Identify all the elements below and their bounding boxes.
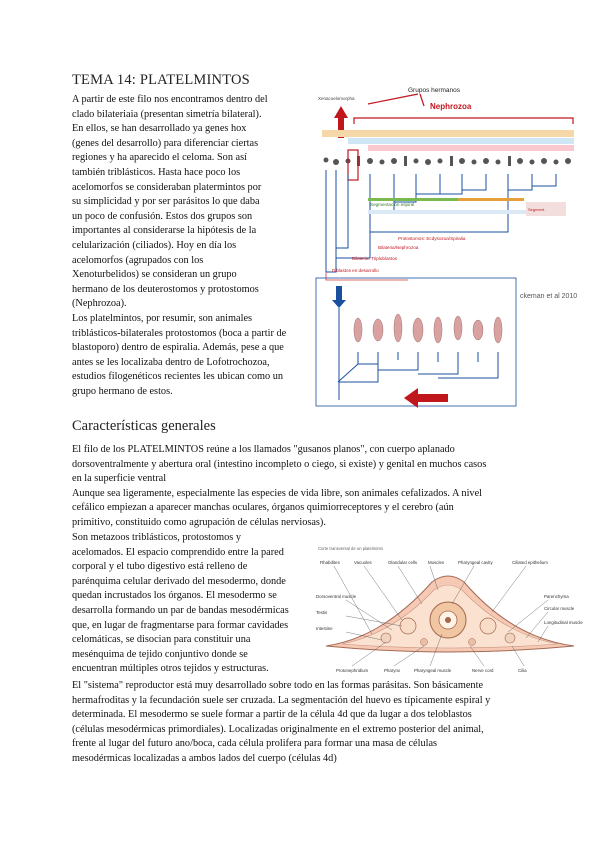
text-line: (Nephrozoa). xyxy=(72,298,127,310)
section-title: Características generales xyxy=(72,418,216,434)
label-groups: Grupos hermanos xyxy=(408,87,461,94)
text-line: blastoporo) dentro de espiralia. Además, pese a que xyxy=(72,342,284,354)
cross-section-svg xyxy=(312,542,584,682)
text-line: Los platelmintos, por resumir, son animales xyxy=(72,312,253,324)
page-title: TEMA 14: PLATELMINTOS xyxy=(72,72,250,88)
label-right-0: Parenchyma xyxy=(544,594,569,599)
text-line: celomáticas, se disocian para constituir una xyxy=(72,634,251,646)
label-top-2: Glandular cells xyxy=(388,560,418,565)
label-top-3: Muscles xyxy=(428,560,445,565)
text-line: encuentran múltiples otros tejidos y estructuras. xyxy=(72,663,269,675)
label-left-2: Intestine xyxy=(316,626,333,631)
general-paragraph xyxy=(72,443,592,531)
text-line: (células mesodérmicas primordiales). Localizadas originalmente en el extremo posterior del animal, xyxy=(72,723,484,735)
text-line: mesodérmicas localizadas a ambos lados del cuerpo (células 4d) xyxy=(72,752,337,764)
text-line: hermafroditas y la fecundación suele ser cruzada. La segmentación del huevo es típicamente espiral y xyxy=(72,694,491,706)
text-line: Son metazoos triblásticos, protostomos y xyxy=(72,532,242,543)
figure-citation: ckeman et al 2010 xyxy=(520,293,578,300)
label-left-1: Testis xyxy=(316,610,328,615)
label-bottom-1: Pharynx xyxy=(384,668,401,673)
text-line: importantes al considerarse la hipótesis de la xyxy=(72,225,257,237)
label-diblastos: Diblastos en desarrollo xyxy=(332,268,379,273)
text-line: El "sistema" reproductor está muy desarrollado sobre todo en las formas parásitas. Son básicamente xyxy=(72,680,484,691)
text-line: grupo hermano de estos. xyxy=(72,385,173,397)
label-top-1: Vacuoles xyxy=(354,560,372,565)
phylogeny-svg xyxy=(308,82,582,410)
figure-caption: Corte transversal de un platelminto xyxy=(318,546,383,551)
label-segmented: Segment. xyxy=(528,207,546,212)
text-line: estudios filogenéticos recientes les ubican como un xyxy=(72,371,284,383)
text-line: desarrolla formando un par de bandas mesodérmicas xyxy=(72,604,289,616)
text-line: frente al lugar del futuro ano/boca, cada célula prolifera para formar una masa de células xyxy=(72,738,438,750)
text-line: su simplicidad y por ser parásitos lo que daba xyxy=(72,196,260,208)
text-line: que, en lugar de fragmentarse para formar cavidades xyxy=(72,619,289,631)
intro-paragraph xyxy=(72,93,312,399)
label-top-4: Pharyngeal cavity xyxy=(458,560,493,565)
reproduction-paragraph xyxy=(72,679,592,767)
text-line: dorsoventralmente y abertura oral (intestino incompleto o ciego, si existe) y genital en muchos casos xyxy=(72,458,487,470)
label-segmentation: Segmentación espiral xyxy=(370,202,415,207)
label-bottom-0: Protonephridium xyxy=(336,668,369,673)
text-line: también triblásticos. Hasta hace poco los xyxy=(72,166,241,178)
text-line: un poco de confusión. Estos dos grupos son xyxy=(72,210,253,222)
label-right-1: Circular muscle xyxy=(544,606,575,611)
label-bottom-3: Nerve cord xyxy=(472,668,494,673)
text-line: triblásticos-bilaterales protostomos (boca a partir de xyxy=(72,327,287,339)
text-line: antes se les localizaba dentro de Lofotrochozoa, xyxy=(72,356,270,368)
text-line: El filo de los PLATELMINTOS reúne a los llamados "gusanos planos", con cuerpo aplanado xyxy=(72,444,455,455)
text-line: (genes del desarrollo) para diferenciar ciertas xyxy=(72,137,259,149)
cross-section-figure xyxy=(312,542,584,682)
text-line: clado bilateriaia (presentan simetría bilateral). xyxy=(72,108,262,120)
text-line: determinada. El mesodermo se suele formar a partir de la célula 4d que da lugar a dos teloblastos xyxy=(72,709,472,721)
text-line: mesénquima de tejido conjuntivo donde se xyxy=(72,648,248,660)
text-line: corporal y el tubo digestivo está relleno de xyxy=(72,561,248,573)
label-nephrozoa: Nephrozoa xyxy=(430,102,472,111)
label-top-0: Rhabdites xyxy=(320,560,340,565)
text-line: Aunque sea ligeramente, especialmente las especies de vida libre, son animales cefalizados. A nivel xyxy=(72,487,483,499)
label-bilateria: Bilateria/Nephrozoa xyxy=(378,245,419,250)
text-line: hermano de los deuterostomos y protostomos xyxy=(72,283,259,295)
text-line: cefálico empiezan a aparecer manchas oculares, órganos quimiorreceptores y el cerebro (aún xyxy=(72,502,454,514)
label-protostomes: Protostomos: Ecdysozoa/Spiralia xyxy=(398,236,466,241)
text-line: Xenoturbelidos) se consideran un grupo xyxy=(72,269,237,281)
text-line: A partir de este filo nos encontramos dentro del xyxy=(72,94,268,105)
text-line: regiones y ha aparecido el celoma. Son así xyxy=(72,152,247,164)
phylogeny-figure xyxy=(308,82,582,410)
label-bottom-4: Cilia xyxy=(518,668,527,673)
label-top-5: Ciliated epithelium xyxy=(512,560,548,565)
text-line: acelomorfos (agrupados con los xyxy=(72,254,204,266)
text-line: primitivo, constituido como agrupación de células nerviosas). xyxy=(72,516,326,528)
text-line: acelomorfos se consideraban platermintos por xyxy=(72,181,262,193)
text-line: en la superficie ventral xyxy=(72,473,167,485)
text-line: celularización (ciliados). Hoy en día los xyxy=(72,239,237,251)
text-line: parénquima celular derivado del mesodermo, donde xyxy=(72,575,286,587)
text-line: En ellos, se han desarrollado ya genes hox xyxy=(72,123,247,135)
metazoa-paragraph xyxy=(72,531,312,677)
label-bottom-2: Pharyngeal muscle xyxy=(414,668,452,673)
label-right-2: Longitudinal muscle xyxy=(544,620,583,625)
text-line: quedan incrustados los órganos. El mesodermo se xyxy=(72,590,277,602)
label-left-0: Dorsoventral muscle xyxy=(316,594,357,599)
text-line: acelomados. El espacio comprendido entre la pared xyxy=(72,546,284,558)
label-small: Xenacoelomorpha xyxy=(318,96,355,101)
label-bilateria2: Bilateria: Triploblastos xyxy=(352,256,397,261)
